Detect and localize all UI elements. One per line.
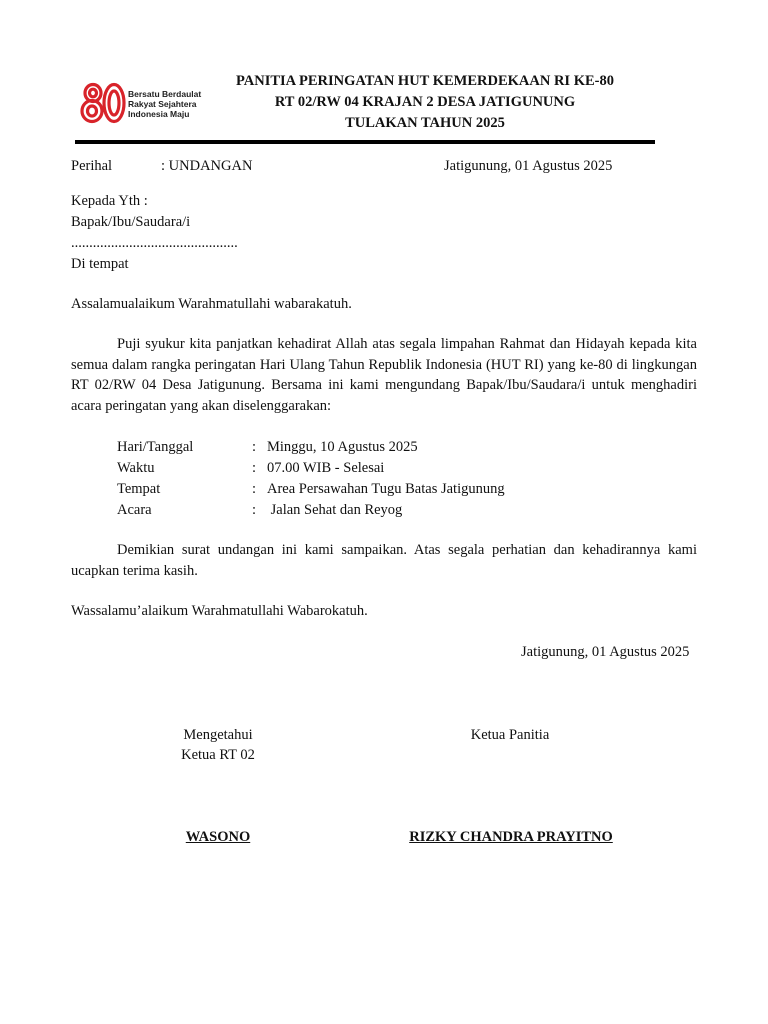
detail-value-place: Area Persawahan Tugu Batas Jatigunung (267, 481, 505, 497)
logo-tagline-2: Rakyat Sejahtera (128, 99, 197, 109)
detail-value-time: 07.00 WIB - Selesai (267, 460, 385, 476)
detail-label-place: Tempat (117, 481, 161, 497)
letterhead-line-1: PANITIA PERINGATAN HUT KEMERDEKAAN RI KE-80 (236, 73, 614, 89)
logo-tagline-3: Indonesia Maju (128, 109, 190, 119)
detail-sep-place: : (252, 481, 257, 497)
letter-date: Jatigunung, 01 Agustus 2025 (444, 158, 613, 174)
letterhead-line-3: TULAKAN TAHUN 2025 (345, 115, 505, 131)
closing-date: Jatigunung, 01 Agustus 2025 (521, 644, 690, 660)
detail-sep-date: : (252, 439, 257, 455)
detail-label-date: Hari/Tanggal (117, 439, 194, 455)
detail-sep-event: : (252, 502, 257, 518)
hut-ri-80-logo (80, 82, 200, 126)
logo-80-emblem (80, 82, 126, 124)
signature-left-title-1: Mengetahui (183, 727, 253, 743)
recipient-line-4: Di tempat (71, 256, 129, 272)
logo-tagline-1: Bersatu Berdaulat (128, 89, 202, 99)
greeting: Assalamualaikum Warahmatullahi wabarakatuh. (71, 296, 352, 312)
signature-right-title: Ketua Panitia (470, 727, 550, 743)
recipient-line-3: .............................................. (71, 235, 238, 251)
signature-left-title-2: Ketua RT 02 (181, 747, 255, 763)
detail-value-event: Jalan Sehat dan Reyog (267, 502, 403, 518)
perihal-value: : UNDANGAN (161, 158, 253, 174)
signature-right-name: RIZKY CHANDRA PRAYITNO (409, 829, 613, 845)
closing-paragraph: Demikian surat undangan ini kami sampaikan. Atas segala perhatian dan kehadirannya kami ucapkan terima kasih. (71, 542, 697, 579)
signature-left-name: WASONO (185, 829, 251, 845)
detail-label-time: Waktu (117, 460, 155, 476)
farewell: Wassalamu’alaikum Warahmatullahi Wabarokatuh. (71, 603, 368, 619)
recipient-line-1: Kepada Yth : (71, 193, 148, 209)
body-paragraph: Puji syukur kita panjatkan kehadirat Allah atas segala limpahan Rahmat dan Hidayah kepada kita semua dalam rangka peringatan Hari Ulang Tahun Republik Indonesia (HUT RI) yang ke-80 di lingkungan RT 02/RW 04 Desa Jatigunung. Bersama ini kami mengundang Bapak/Ibu/Saudara/i untuk menghadiri acara peringatan yang akan diselenggarakan: (71, 336, 697, 414)
letterhead-line-2: RT 02/RW 04 KRAJAN 2 DESA JATIGUNUNG (274, 94, 576, 110)
letterhead-divider (75, 140, 655, 144)
detail-sep-time: : (252, 460, 257, 476)
detail-label-event: Acara (117, 502, 152, 518)
perihal-label: Perihal (71, 158, 113, 174)
recipient-line-2: Bapak/Ibu/Saudara/i (71, 214, 191, 230)
detail-value-date: Minggu, 10 Agustus 2025 (267, 439, 418, 455)
